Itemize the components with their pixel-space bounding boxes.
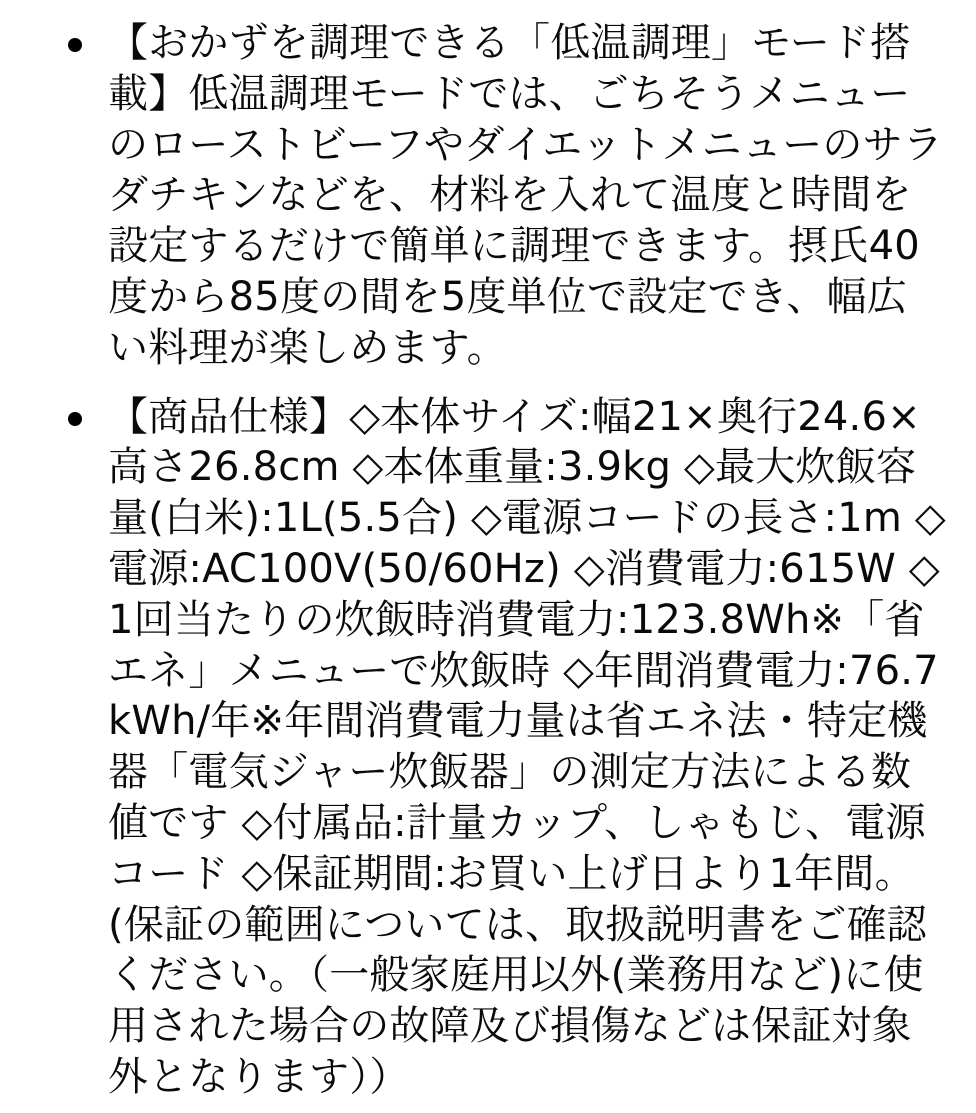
list-item: [30, 18, 946, 374]
specification-list: [30, 18, 946, 1103]
bullet-icon: [68, 412, 82, 426]
bullet-icon: [68, 38, 82, 52]
list-item-text: 【商品仕様】◇本体サイズ:幅21×奥行24.6×高さ26.8cm ◇本体重量:3.9kg ◇最大炊飯容量(白米):1L(5.5合) ◇電源コードの長さ:1m ◇電源:AC100V(50/60Hz) ◇消費電力:615W ◇1回当たりの炊飯時消費電力:123.8Wh※「省エネ」メニューで炊飯時 ◇年間消費電力:76.7kWh/年※年間消費電力量は省エネ法・特定機器「電気ジャー炊飯器」の測定方法による数値です ◇付属品:計量カップ、しゃもじ、電源コード ◇保証期間:お買い上げ日より1年間。(保証の範囲については、取扱説明書をご確認ください。（一般家庭用以外(業務用など)に使用された場合の故障及び損傷などは保証対象外となります））: [108, 393, 946, 1100]
list-item-text: 【おかずを調理できる「低温調理」モード搭載】低温調理モードでは、ごちそうメニューのローストビーフやダイエットメニューのサラダチキンなどを、材料を入れて温度と時間を設定するだけで簡単に調理できます。摂氏40度から85度の間を5度単位で設定でき、幅広い料理が楽しめます。: [108, 20, 943, 371]
list-item: [30, 392, 946, 1103]
